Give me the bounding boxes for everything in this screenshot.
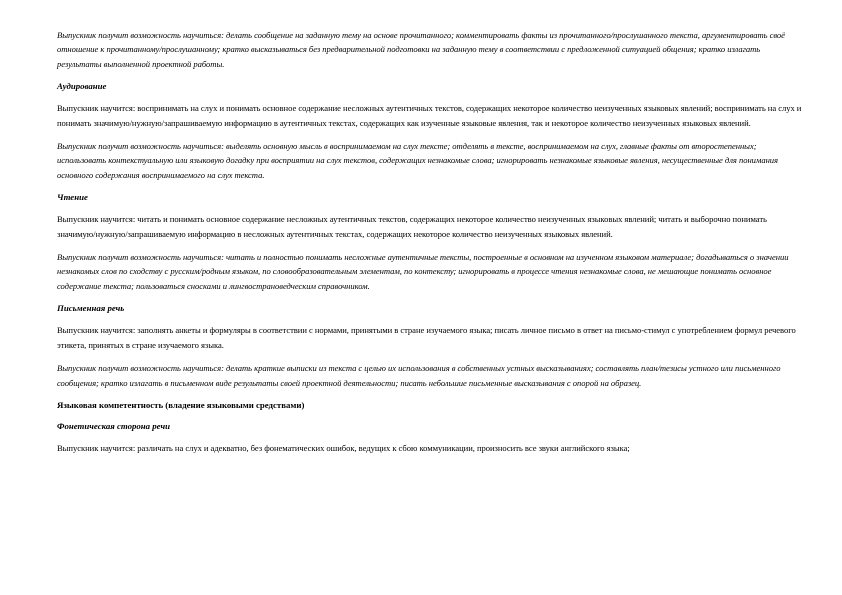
paragraph-writing-basic: Выпускник научится: заполнять анкеты и формуляры в соответствии с нормами, принятыми в стране изучаемого языка; писать личное письмо в ответ на письмо-стимул с употреблением формул речевого этикета, принятых в стране изучаемого языка. [57, 325, 796, 350]
heading-listening: Аудирование [57, 81, 107, 92]
heading-language-competence: Языковая компетентность (владение языковыми средствами) [57, 399, 305, 410]
paragraph-phonetics-basic: Выпускник научится: различать на слух и адекватно, без фонематических ошибок, ведущих к сбою коммуникации, произносить все звуки английского языка; [57, 442, 630, 453]
paragraph-listening-extended: Выпускник получит возможность научиться: выделять основную мысль в воспринимаемом на слух тексте; отделять в тексте, воспринимаемом на слух, главные факты от второстепенных; использовать контекстуальную или языковую догадку при восприятии на слух текстов, содержащих незнакомые слова; игнорировать незнакомые языковые явления, несущественные для понимания основного содержания воспринимаемого на слух текста. [57, 141, 779, 180]
paragraph-reading-basic: Выпускник научится: читать и понимать основное содержание несложных аутентичных текстов, содержащих некоторое количество неизученных языковых явлений; читать и выборочно понимать значимую/нужную/запрашиваемую информацию в несложных аутентичных текстах, содержащих некоторое количество неизученных языковых явлений. [57, 214, 767, 239]
heading-reading: Чтение [57, 192, 88, 203]
heading-phonetics: Фонетическая сторона речи [57, 420, 170, 431]
paragraph-speaking-extended: Выпускник получит возможность научиться: делать сообщение на заданную тему на основе прочитанного; комментировать факты из прочитанного/прослушанного текста, аргументировать своё отношение к прочитанному/прослушанному; кратко высказываться без предварительной подготовки на заданную тему в соответствии с предложенной ситуацией общения; кратко излагать результаты выполненной проектной работы. [57, 30, 785, 69]
paragraph-listening-basic: Выпускник научится: воспринимать на слух и понимать основное содержание несложных аутентичных текстов, содержащих некоторое количество неизученных языковых явлений; воспринимать на слух и понимать значимую/нужную/запрашиваемую информацию в аутентичных текстах, содержащих как изученные языковые явления, так и некоторое количество неизученных языковых явлений. [57, 103, 802, 128]
heading-writing: Письменная речь [57, 303, 125, 314]
paragraph-writing-extended: Выпускник получит возможность научиться: делать краткие выписки из текста с целью их использования в собственных устных высказываниях; составлять план/тезисы устного или письменного сообщения; кратко излагать в письменном виде результаты своей проектной деятельности; писать небольшие письменные высказывания с опорой на образец. [57, 363, 781, 388]
paragraph-reading-extended: Выпускник получит возможность научиться: читать и полностью понимать несложные аутентичные тексты, построенные в основном на изученном языковом материале; догадываться о значении незнакомых слов по сходству с русским/родным языком, по словообразовательным элементам, по контексту; игнорировать в процессе чтения незнакомые слова, не мешающие понимать основное содержание текста; пользоваться сносками и лингвострановедческим справочником. [57, 252, 789, 291]
